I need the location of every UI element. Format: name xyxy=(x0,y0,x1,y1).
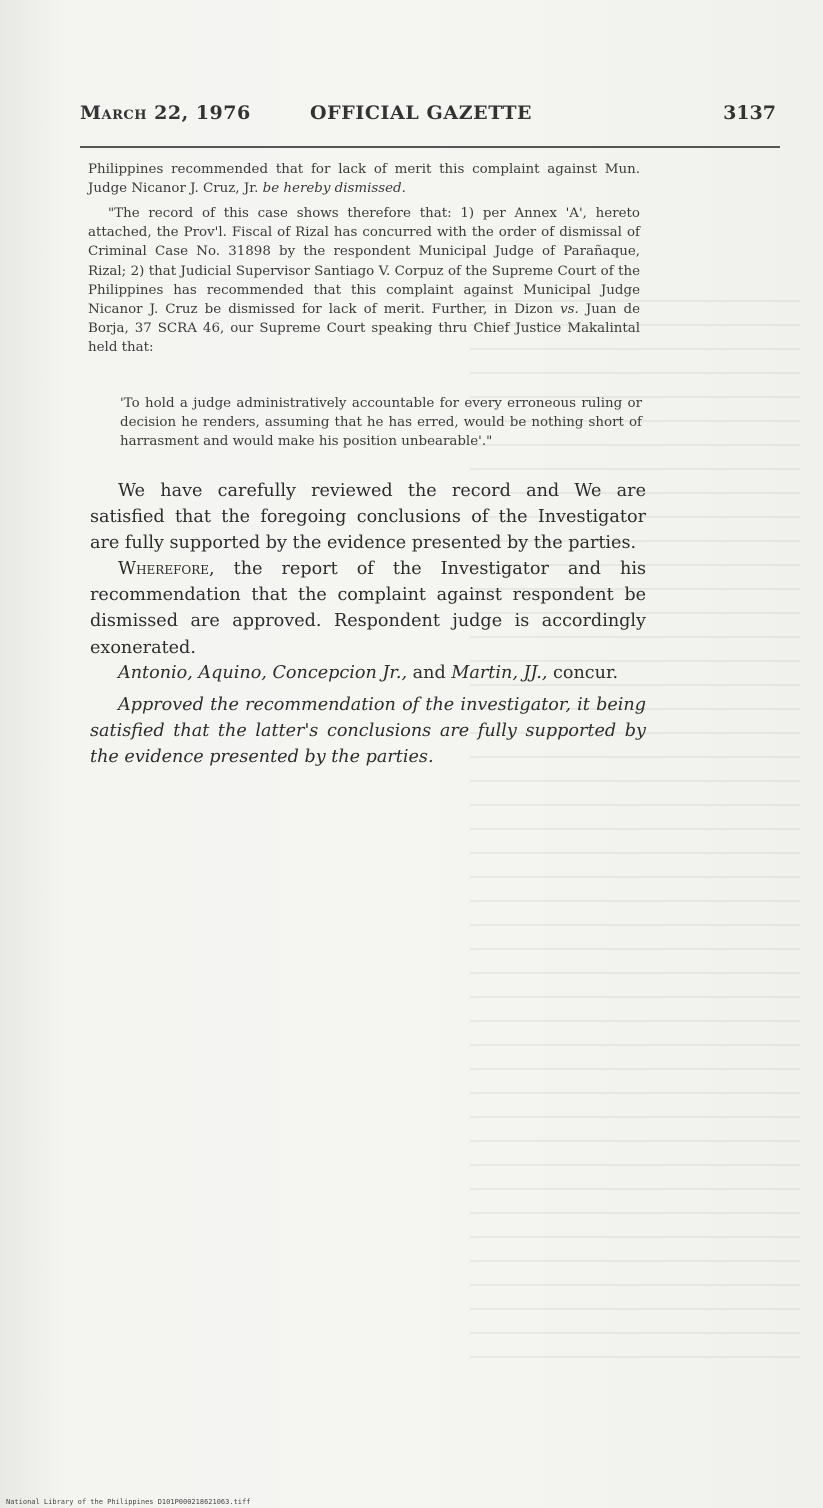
header-date: March 22, 1976 xyxy=(80,102,251,124)
concurring-justices: Antonio, Aquino, Concepcion Jr., xyxy=(118,663,408,683)
paragraph-dismissal-italic: be hereby dismissed. xyxy=(262,181,406,197)
paragraph-record xyxy=(88,204,640,358)
block-quote xyxy=(120,394,642,452)
concurrence-line xyxy=(90,660,646,686)
header-title: OFFICIAL GAZETTE xyxy=(310,102,533,124)
paragraph-review xyxy=(90,478,646,557)
concurring-martin: Martin, JJ., xyxy=(451,663,548,683)
page-number: 3137 xyxy=(723,102,776,124)
approval-note xyxy=(90,692,646,771)
paragraph-dismissal-text: Philippines recommended that for lack of merit this complaint against Mun. Judge Nicanor J. Cruz, Jr. xyxy=(88,162,640,197)
approval-note-text: Approved the recommendation of the investigator, it being satisfied that the latter's conclusions are fully supported by the evidence presented by the parties. xyxy=(90,695,646,768)
paragraph-wherefore xyxy=(90,556,646,661)
paragraph-dismissal xyxy=(88,160,640,198)
wherefore-lead: Wherefore, xyxy=(118,559,215,579)
paragraph-record-text: "The record of this case shows therefore that: 1) per Annex 'A', hereto attached, the Prov'l. Fiscal of Rizal has concurred with the order of dismissal of Criminal Case No. 31898 by the respondent Municipal Judge of Parañaque, Rizal; 2) that Judicial Supervisor Santiago V. Corpuz of the Supreme Court of the Philippines has recommended that this complaint against Municipal Judge Nicanor J. Cruz be dismissed for lack of merit. Further, in Dizon xyxy=(88,206,640,318)
scan-footer: National Library of the Philippines D101P000218621063.tiff xyxy=(6,1498,251,1506)
concur-word: concur. xyxy=(547,663,619,683)
paragraph-record-vs: vs. xyxy=(560,302,579,318)
wherefore-text: the report of the Investigator and his recommendation that the complaint against respondent be dismissed are approved. Respondent judge is accordingly exonerated. xyxy=(90,559,646,658)
paragraph-record-end: Juan de Borja, 37 SCRA 46, our Supreme Court speaking thru Chief Justice Makalintal held that: xyxy=(88,302,641,356)
page-header xyxy=(80,102,780,134)
bleed-through-shadow xyxy=(470,300,800,1380)
block-quote-text: 'To hold a judge administratively accountable for every erroneous ruling or decision he renders, assuming that he has erred, would be nothing short of harrasment and would make his position unbearable'." xyxy=(120,396,642,450)
paragraph-review-text: We have carefully reviewed the record and We are satisfied that the foregoing conclusions of the Investigator are fully supported by the evidence presented by the parties. xyxy=(90,481,646,554)
header-rule xyxy=(80,146,780,148)
concur-and: and xyxy=(407,663,452,683)
